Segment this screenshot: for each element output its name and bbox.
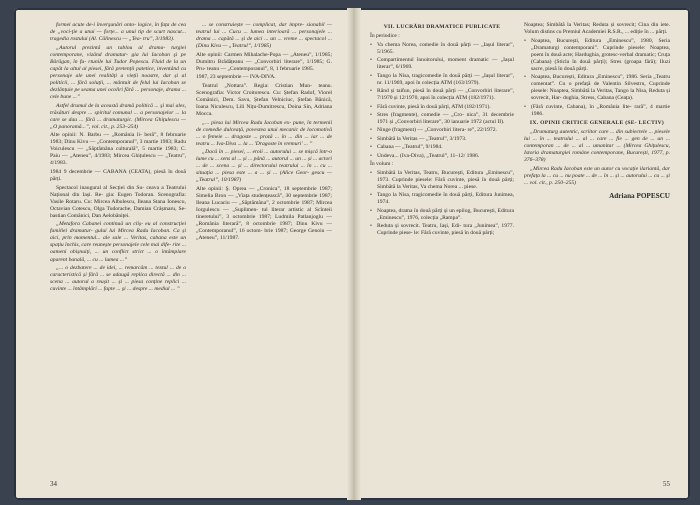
right-page-column-2	[524, 22, 670, 472]
book-gutter	[347, 8, 361, 500]
list-item: • Noaptea, drama în două părți și un epilog, București, Editura „Eminescu”, 1976, colecția „Rampa”.	[370, 208, 514, 222]
paragraph: formei acute de-i înverşunări onto- logice, în fața de cea de „voci-ţie a unui — forțe... a unui tip de scurt nascut... tragedia rostului (Al. Călinescu — „Tea- tru”, 3/1983).	[50, 22, 186, 43]
list-item: • Fără cuvinte, piesă în două părți, ATM (182/1971).	[370, 104, 514, 111]
paragraph: „Dacă în ... piesei, ... eroii ... autorului ... se mișcă într-o lume cu ... sens al ... și ... până ... autorul ... un ... și ... actori ... de ... scena ... și ... directorului teatrului ... în ... cu ... situația ... piesa este ... a ... și ... (Alice Geor- gescu — „Teatrul”, 10/1987)	[196, 149, 332, 184]
paragraph: Teatrul „Nottara”. Regia: Cristian Mun- teanu. Scenografia: Victor Croitorescu. Cu: Ștefan Radof, Viorel Comănici, Dem. Savu, Ștefan Velniciuc, Ștefan Bănică, Ioana Niculescu, Lili Nițu-Dumitrescu, Doina Sin, Adriana Mocca.	[196, 82, 332, 118]
left-page-column-1	[50, 22, 186, 472]
paragraph: Spectacol inaugural al Secției din Su- ceava a Teatrului Național din Iași. Re- gia: Eugen Todoran. Scenografia: Vasile Rotaru. Cu: Mircea Albulescu, Ileana Stana Ionescu, Octavian Cotescu, Olga Tudorache, Damian Crâșmaru, Se- bastian Comănici, Dan Aelobăniței.	[50, 184, 186, 219]
book-spread	[14, 8, 690, 500]
paragraph: 1987, 23 septembrie — IVA-DIVA.	[196, 74, 276, 81]
paragraph: 1984 9 decembrie — CABANA (CEATA), piesă în două părți.	[50, 168, 186, 182]
right-page-number: 55	[663, 479, 670, 488]
list-item: • Ninge (fragment) — „Convorbiri litera- re”, 22/1972.	[370, 127, 514, 134]
paragraph: Noaptea; Simbătă la Veritas; Reduta și sovrecit; Cina din iete. Volum distins cu Premiul Academiei R.S.R., ... ediție în ... părți.	[524, 22, 670, 36]
list-item: • Noaptea, București, Editura „Eminescu”, 1986. Seria „Teatru comentat”. Cu o prefață de Valentin Silvestru, Cuprinde piesele: Noaptea, Simbătă la Veritas, Tango la Nisa, Reduta și sovrecit, Har- dughia, Stress, Cabana (Ceața).	[524, 74, 670, 102]
paragraph: Astfel drumul de la această dramă politică ... şi mai ales, trăsături despre ... spiritul comunal ... a personajelor ... la care se dau ... fără ... dramaturgic. (Mircea Ghițulescu — „O panoramă...”, vol. cit., p. 253–254)	[50, 102, 186, 130]
paragraph: Alte opinii: Ş. Oprea — „Cronica”, 18 septembrie 1987; Simelia Bron — „Viața studențească”, 30 septembrie 1987; Ileana Lucaciu — „Săptămâna”, 2 octombrie 1987; Mircea Iorgulescu — „Suplimen- tul literar artistic al Scînteii tineretului”, 3 octombrie 1987; Ludmila Patlanjoglu — „România literară”, 8 octombrie 1987; Dinu Kivu — „Contemporanul”, 16 octom- brie 1987; George Genoiu — „Ateneu”, 11/1987.	[196, 186, 332, 242]
paragraph: În periodice :	[370, 33, 400, 40]
section-heading: VII. LUCRĂRI DRAMATICE PUBLICATE	[383, 24, 501, 30]
list-item: • Simbătă la Veritas — „Teatrul”, 3/1973.	[370, 136, 514, 143]
paragraph: „... o dezbatere ... de idei, ... remarcăm ... textul ... de o caracteristică și fără ... se adaugă replica directă ... din ... scena ... autorul a reușit ... și ... piesa conține replici ... cuvinte ... întâmplări ... fapte ... şi ... despre ... mediul ... ”	[50, 265, 186, 293]
paragraph: „Metafora Cabanei continuă un cliș- eu al construcției familiei dramatur- gului lui Mircea Radu Iacoban. Ca și aici, prin momentul... ale sale ... Veritas, cabana este un spațiu închis, care reunește personajele cele mai dife- rite ... oameni obișnuiți, ... un conflict strict ... o întâmplare aparent banală, ... cu ... lumea ...”	[50, 221, 186, 263]
paragraph: „... piesa lui Mircea Radu Iacoban ex- pune, în termenii de comedie dulceață, povestea unui mecanic de locomotivă ... o femeie ... dragoste ... proză ... în ... din ... iar ... de teatru ... Iva-Diva ... la ... 'Dragoste în vremuri' ... ”	[196, 119, 332, 147]
list-item: • Simbătă la Veritas, Teatru, București, Editura „Eminescu”, 1973. Cuprinde piesele: Fără cuvinte, piesă în două părți; Simbătă la Veritas, Va chema Norea ... piese.	[370, 170, 514, 191]
quote-paragraph: „Dramaturg autentic, scriitor care ... din subiectele ... piesele lui ... în ... teatrului ... al ... care ... fie ... gen de ... un ... contemporan ... de ... al ... umanitar ... (Mircea Ghițulescu, Istoria dramaturgiei române contemporane, București, 1977, p. 376–378)	[524, 128, 670, 164]
left-page	[50, 22, 332, 492]
list-item: • Compartimentul înnoitorului, moment dramatic — „Iașul literar”, 6/1969.	[370, 57, 514, 71]
list-item: • Undeva... (Iva-Diva), „Teatrul”, 11–12/ 1986.	[370, 153, 514, 160]
list-item: • Rând și taifun, piesă în două părți — „Convorbiri literare”, 7/1970 și 12/1970, apoi în colecția ATM (182/1971).	[370, 88, 514, 102]
section-heading: IX. OPINII CRITICE GENERALE (SE- LECTIV)	[529, 119, 665, 126]
author-signature: Adriana POPESCU	[609, 191, 670, 200]
list-item: • Tango la Nisa, tragicomedie în două părți, Editura Junimea, 1974.	[370, 192, 514, 206]
left-page-number: 34	[50, 479, 57, 488]
left-page-column-2	[196, 22, 332, 472]
right-page-column-1	[370, 22, 514, 472]
paragraph: Alte opinii: N. Barbu — „România li- beră”, 8 februarie 1983; Dinu Kivu — „Contemporanul”, 3 martie 1983; Radu Voiculescu — „Săptămâna culturală”, 5 martie 1983; C. Paiu — „Ateneu”, 4/1983; Mircea Ghițulescu — „Teatru”, 4/1983.	[50, 132, 186, 167]
list-item: • Cabana — „Teatrul”, 9/1984.	[370, 144, 514, 151]
list-item: • Va chema Norea, comedie în două părți — „Iașul literar”, 5/1965.	[370, 42, 514, 56]
right-page	[370, 22, 670, 492]
paragraph: Alte opinii: Carmen Mihalache-Popa — „Ateneu”, 1/1985; Dumitru Brădățeanu — „Convorbiri literare”, 1/1985; G. Pru- teanu — „Contemporanul”, 8, 1 februarie 1985.	[196, 51, 332, 72]
list-item: • Noaptea, București, Editura „Eminescu”, 1980, Seria „Dramaturgi contemporani”. Cuprinde piesele: Noaptea, poem în două acte; Hardughia, grotesc-verbal dramatic; Cruța (Cabana) (Sticla în două părți); Stres (groapa fără); Iluzi sacre, piesă în două părți.	[524, 38, 670, 73]
list-item: • Stres (fragmente), comedie — „Cro- nica”, 31 decembrie 1971 și „Convorbiri literare”, 30 ianuarie 1972 (actul II).	[370, 112, 514, 126]
paragraph: ... se construiește — complicat, dar impre- sionabil — teatrul lui ... Cucu ... lumea interioară ... personajele ... drama ... capătă ... și de aici ... un ... vreme ... spectacol ... (Dinu Kivu — „Teatrul”, 1/1985)	[196, 22, 332, 50]
list-item: • Reduta și sovrecit. Teatru, Iași, Edi- tura „Junimea”, 1977. Cuprinde piese- le: Fără cuvinte, piesă în două părți;	[370, 223, 514, 237]
list-item: • (Fără cuvinte, Cabana), în „România lite- rară”, 4 martie 1986.	[524, 104, 670, 118]
list-item: • Tango la Nisa, tragicomedie în două părți — „Iașul literar”, nr. 11/1969, apoi în colecția ATM (163/1979).	[370, 73, 514, 87]
paragraph: „Autorul prezintă un tablou al drama- turgiei contemporane, vizând dramatur- gia lui Iacoban şi pe Bărăgan, în fu- rtunile lui Tudor Popescu. Fluid de la un capăt la altul al piesei, fără pretenții patetice, inventând cu personaje ale unei realități a vieții noastre, dar și al politicii, ... fără soluții, ... mântuit de felul lui Iacoban se dezlănțuie pe seama unei ocoliri fără ... personaje, drama ... cele bune ...”	[50, 44, 186, 100]
quote-paragraph: „Mircea Radu Iacoban este un autor cu vocație ilariantă, dar prefața la ... cu ... nu poate ... de ... în ... și ... autorului ... cu ... și ... vol. cit., p. 250–255)	[524, 165, 670, 186]
paragraph: În volum :	[370, 161, 394, 168]
